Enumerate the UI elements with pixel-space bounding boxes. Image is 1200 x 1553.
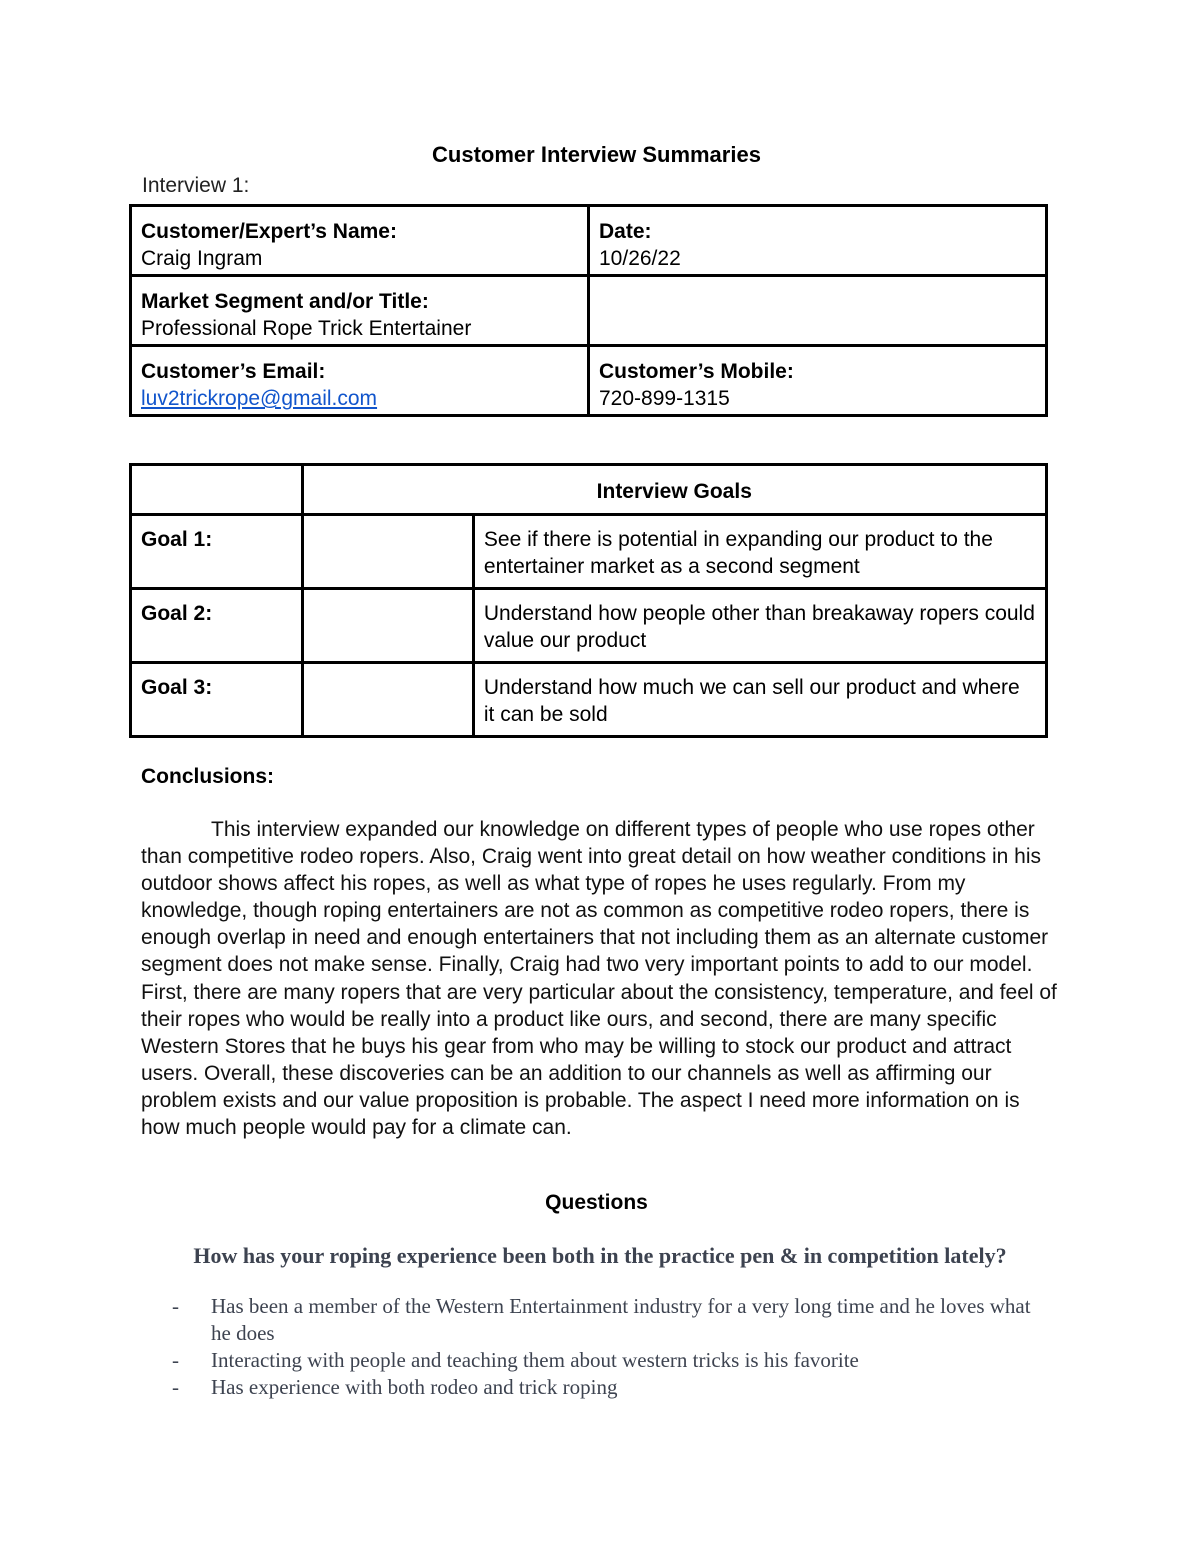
- table-row: [131, 589, 1047, 663]
- table-row: [131, 515, 1047, 589]
- table-row: [131, 663, 1047, 737]
- segment-value: Professional Rope Trick Entertainer: [141, 317, 472, 340]
- name-value: Craig Ingram: [141, 247, 263, 270]
- name-label: Customer/Expert’s Name:: [141, 220, 397, 243]
- document-title: Customer Interview Summaries: [432, 142, 761, 167]
- goals-header-cell: [302, 465, 1046, 515]
- date-label: Date:: [599, 220, 652, 243]
- dash-bullet: -: [172, 1375, 179, 1399]
- goal-blank-cell: [302, 589, 473, 663]
- mobile-cell: [589, 346, 1047, 416]
- answer-text: Has been a member of the Western Entertainment industry for a very long time and he loves what he does: [211, 1294, 1031, 1345]
- goal-label: Goal 3:: [131, 663, 303, 737]
- name-cell: [131, 206, 589, 276]
- conclusions-heading: Conclusions:: [141, 765, 275, 788]
- question-text: How has your roping experience been both in the practice pen & in competition lately?: [193, 1243, 1007, 1268]
- interview-label: Interview 1:: [142, 174, 250, 197]
- answer-text: Has experience with both rodeo and trick roping: [211, 1375, 618, 1399]
- date-cell: [589, 206, 1047, 276]
- list-item: [172, 1347, 1052, 1374]
- goal-blank-cell: [302, 515, 473, 589]
- goals-header: Interview Goals: [596, 480, 752, 503]
- empty-cell: [589, 276, 1047, 346]
- goal-blank-cell: [302, 663, 473, 737]
- goal-text: Understand how people other than breakaway ropers could value our product: [473, 589, 1046, 663]
- mobile-value: 720-899-1315: [599, 387, 730, 410]
- list-item: [172, 1374, 1052, 1401]
- goal-label: Goal 1:: [131, 515, 303, 589]
- goal-text: Understand how much we can sell our product and where it can be sold: [473, 663, 1046, 737]
- dash-bullet: -: [172, 1348, 179, 1372]
- answer-text: Interacting with people and teaching them about western tricks is his favorite: [211, 1348, 859, 1372]
- conclusions-paragraph: This interview expanded our knowledge on different types of people who use ropes other than competitive rodeo ropers. Also, Craig went into great detail on how weather conditions in his outdoor shows affect his ropes, as well as what type of ropes he uses regularly. From my knowledge, though roping entertainers are not as common as competitive rodeo ropers, there is enough overlap in need and enough entertainers that not including them as an alternate customer segment does not make sense. Finally, Craig had two very important points to add to our model. First, there are many ropers that are very particular about the consistency, temperature, and feel of their ropes who would be really into a product like ours, and second, there are many specific Western Stores that he buys his gear from who may be willing to stock our product and attract users. Overall, these discoveries can be an addition to our channels as well as affirming our problem exists and our value proposition is probable. The aspect I need more information on is how much people would pay for a climate can.: [141, 818, 1057, 1140]
- goals-header-blank: [131, 465, 303, 515]
- goal-text: See if there is potential in expanding our product to the entertainer market as a second segment: [473, 515, 1046, 589]
- email-cell: [131, 346, 589, 416]
- email-link[interactable]: luv2trickrope@gmail.com: [141, 387, 378, 410]
- segment-cell: [131, 276, 589, 346]
- date-value: 10/26/22: [599, 247, 681, 270]
- questions-heading: Questions: [545, 1191, 648, 1214]
- email-label: Customer’s Email:: [141, 360, 326, 383]
- mobile-label: Customer’s Mobile:: [599, 360, 794, 383]
- segment-label: Market Segment and/or Title:: [141, 290, 429, 313]
- goal-label: Goal 2:: [131, 589, 303, 663]
- customer-info-table: [129, 204, 1048, 417]
- list-item: [172, 1293, 1052, 1347]
- interview-goals-table: [129, 463, 1048, 738]
- answers-list: [172, 1293, 1052, 1401]
- dash-bullet: -: [172, 1294, 179, 1318]
